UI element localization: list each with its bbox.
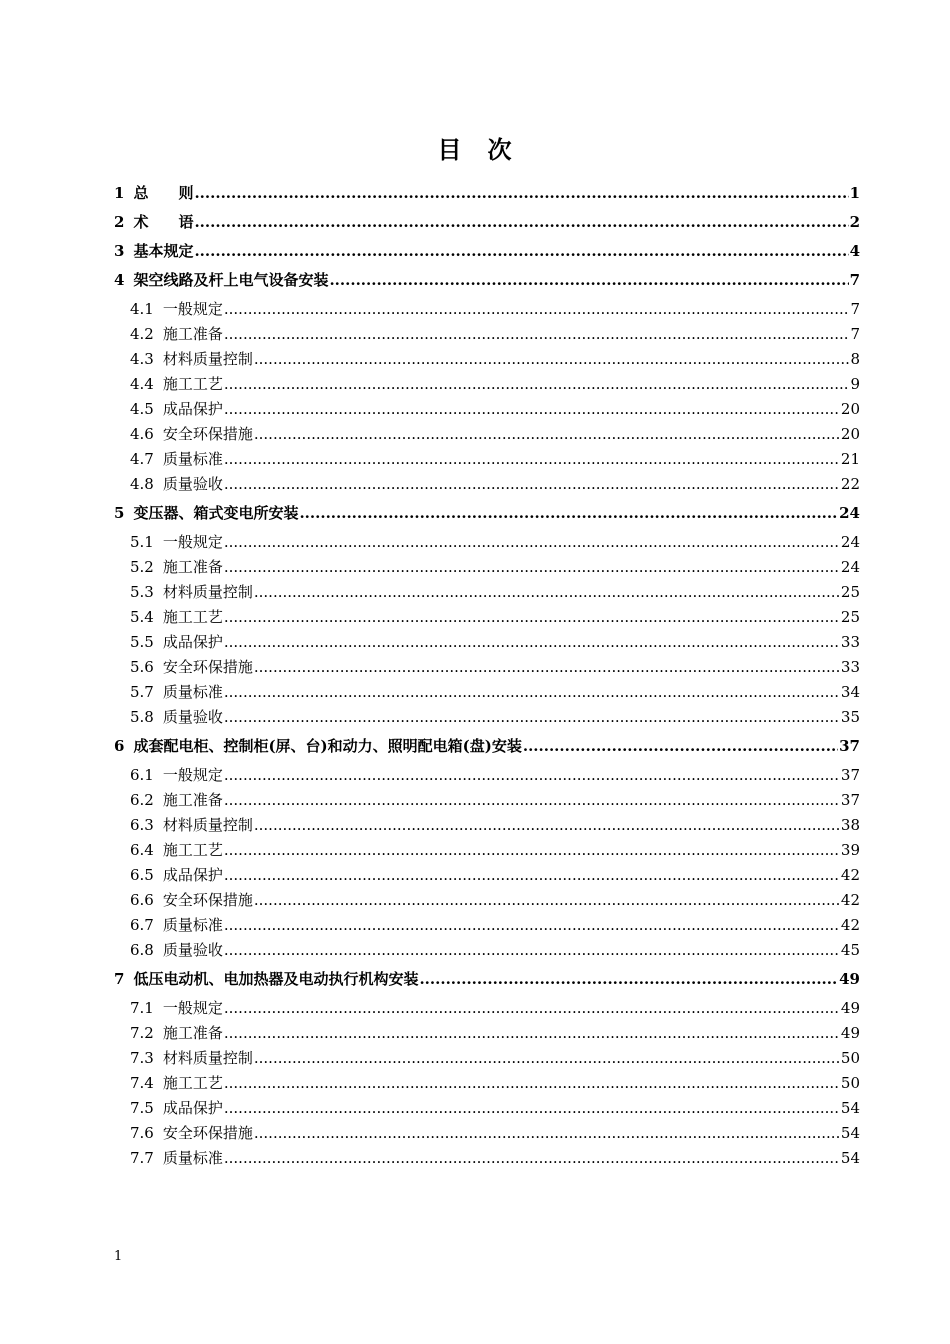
toc-entry-label: 质量验收 (162, 708, 223, 726)
toc-entry-page: 50 (840, 1074, 860, 1092)
toc-entry-page: 7 (850, 300, 860, 318)
toc-entry-label: 施工工艺 (162, 375, 223, 393)
toc-leader-dots (224, 372, 850, 397)
toc-entry-page: 54 (840, 1099, 860, 1117)
toc-entry-page: 25 (840, 608, 860, 626)
toc-section-entry[interactable] (114, 322, 860, 347)
toc-entry-label: 成品保护 (162, 866, 223, 884)
toc-section-entry[interactable] (114, 838, 860, 863)
toc-leader-dots (224, 472, 840, 497)
toc-section-entry[interactable] (114, 938, 860, 963)
toc-entry-number: 3 (114, 242, 125, 260)
toc-entry-label: 安全环保措施 (162, 425, 253, 443)
toc-leader-dots (254, 1121, 840, 1146)
toc-entry-label: 材料质量控制 (162, 816, 253, 834)
toc-entry-page: 50 (840, 1049, 860, 1067)
toc-leader-dots (224, 555, 840, 580)
toc-leader-dots (254, 422, 840, 447)
toc-entry-page: 7 (850, 325, 860, 343)
toc-entry-label: 质量标准 (162, 916, 223, 934)
toc-section-entry[interactable] (114, 1071, 860, 1096)
toc-entry-number: 4.1 (130, 300, 154, 318)
toc-entry-page: 42 (840, 866, 860, 884)
toc-entry-label: 一般规定 (162, 999, 223, 1017)
toc-entry-page: 49 (840, 999, 860, 1017)
toc-entry-page: 9 (850, 375, 860, 393)
toc-entry-label: 施工工艺 (162, 1074, 223, 1092)
page-title: 目 次 (437, 135, 513, 164)
toc-entry-label: 施工工艺 (162, 608, 223, 626)
toc-leader-dots (254, 813, 840, 838)
toc-entry-label: 施工工艺 (162, 841, 223, 859)
toc-entry-label: 变压器、箱式变电所安装 (133, 504, 299, 522)
toc-entry-page: 38 (840, 816, 860, 834)
toc-entry-page: 21 (840, 450, 860, 468)
toc-entry-number: 4.2 (130, 325, 154, 343)
toc-entry-number: 5.6 (130, 658, 154, 676)
toc-entry-number: 6.7 (130, 916, 154, 934)
toc-entry-number: 4.4 (130, 375, 154, 393)
toc-leader-dots (224, 630, 840, 655)
toc-leader-dots (224, 838, 840, 863)
toc-section-entry[interactable] (114, 347, 860, 372)
toc-chapter-entry[interactable] (114, 210, 860, 235)
toc-entry-number: 4.6 (130, 425, 154, 443)
toc-entry-label: 安全环保措施 (162, 658, 253, 676)
toc-leader-dots (224, 605, 840, 630)
toc-chapter-entry[interactable] (114, 501, 860, 526)
toc-entry-number: 7 (114, 970, 125, 988)
toc-leader-dots (224, 938, 840, 963)
toc-section-entry[interactable] (114, 913, 860, 938)
toc-section-entry[interactable] (114, 530, 860, 555)
toc-entry-number: 5.8 (130, 708, 154, 726)
toc-leader-dots (254, 1046, 840, 1071)
toc-leader-dots (224, 530, 840, 555)
toc-entry-page: 37 (840, 766, 860, 784)
toc-entry-label: 一般规定 (162, 300, 223, 318)
toc-section-entry[interactable] (114, 422, 860, 447)
toc-entry-number: 7.4 (130, 1074, 154, 1092)
toc-leader-dots (299, 501, 838, 526)
toc-entry-page: 7 (849, 271, 860, 289)
toc-leader-dots (224, 705, 840, 730)
toc-entry-label: 材料质量控制 (162, 350, 253, 368)
toc-section-entry[interactable] (114, 705, 860, 730)
toc-entry-label: 架空线路及杆上电气设备安装 (133, 271, 329, 289)
toc-section-entry[interactable] (114, 447, 860, 472)
toc-entry-page: 37 (839, 737, 860, 755)
toc-entry-number: 5.1 (130, 533, 154, 551)
toc-entry-label: 质量标准 (162, 450, 223, 468)
toc-entry-page: 35 (840, 708, 860, 726)
toc-leader-dots (329, 268, 848, 293)
toc-entry-label: 质量标准 (162, 683, 223, 701)
toc-entry-label: 材料质量控制 (162, 583, 253, 601)
toc-entry-page: 24 (839, 504, 860, 522)
toc-entry-number: 4 (114, 271, 125, 289)
toc-entry-page: 2 (849, 213, 860, 231)
toc-entry-label: 一般规定 (162, 766, 223, 784)
toc-section-entry[interactable] (114, 580, 860, 605)
toc-section-entry[interactable] (114, 397, 860, 422)
toc-section-entry[interactable] (114, 655, 860, 680)
toc-entry-page: 33 (840, 633, 860, 651)
toc-entry-number: 6.2 (130, 791, 154, 809)
toc-section-entry[interactable] (114, 1096, 860, 1121)
toc-entry-number: 5.3 (130, 583, 154, 601)
toc-entry-label: 施工准备 (162, 1024, 223, 1042)
toc-leader-dots (224, 996, 840, 1021)
toc-entry-page: 20 (840, 400, 860, 418)
toc-leader-dots (254, 888, 840, 913)
toc-entry-number: 6.6 (130, 891, 154, 909)
toc-entry-number: 6.3 (130, 816, 154, 834)
toc-entry-label: 总 则 (133, 184, 194, 202)
toc-entry-page: 20 (840, 425, 860, 443)
toc-leader-dots (224, 1096, 840, 1121)
toc-entry-label: 施工准备 (162, 558, 223, 576)
toc-section-entry[interactable] (114, 813, 860, 838)
toc-entry-page: 24 (840, 533, 860, 551)
toc-leader-dots (194, 181, 848, 206)
toc-entry-page: 54 (840, 1149, 860, 1167)
toc-entry-label: 施工准备 (162, 325, 223, 343)
toc-chapter-entry[interactable] (114, 181, 860, 206)
toc-entry-page: 39 (840, 841, 860, 859)
toc-entry-label: 施工准备 (162, 791, 223, 809)
toc-leader-dots (224, 397, 840, 422)
toc-entry-number: 5.2 (130, 558, 154, 576)
toc-chapter-entry[interactable] (114, 268, 860, 293)
toc-section-entry[interactable] (114, 1021, 860, 1046)
toc-entry-number: 5.7 (130, 683, 154, 701)
toc-entry-number: 4.3 (130, 350, 154, 368)
toc-entry-label: 术 语 (133, 213, 194, 231)
toc-section-entry[interactable] (114, 888, 860, 913)
toc-leader-dots (194, 239, 848, 264)
toc-entry-page: 22 (840, 475, 860, 493)
toc-entry-page: 45 (840, 941, 860, 959)
toc-entry-number: 6.8 (130, 941, 154, 959)
toc-entry-label: 低压电动机、电加热器及电动执行机构安装 (133, 970, 419, 988)
toc-entry-page: 49 (839, 970, 860, 988)
toc-entry-page: 49 (840, 1024, 860, 1042)
toc-entry-number: 4.7 (130, 450, 154, 468)
toc-entry-page: 25 (840, 583, 860, 601)
toc-section-entry[interactable] (114, 1146, 860, 1171)
toc-leader-dots (254, 347, 850, 372)
toc-entry-label: 安全环保措施 (162, 891, 253, 909)
toc-section-entry[interactable] (114, 1046, 860, 1071)
toc-entry-label: 基本规定 (133, 242, 194, 260)
toc-entry-number: 7.3 (130, 1049, 154, 1067)
toc-section-entry[interactable] (114, 555, 860, 580)
toc-leader-dots (224, 322, 850, 347)
toc-entry-page: 33 (840, 658, 860, 676)
toc-leader-dots (523, 734, 838, 759)
toc-section-entry[interactable] (114, 680, 860, 705)
toc-leader-dots (194, 210, 848, 235)
toc-leader-dots (224, 788, 840, 813)
toc-leader-dots (224, 680, 840, 705)
toc-section-entry[interactable] (114, 372, 860, 397)
toc-entry-number: 7.6 (130, 1124, 154, 1142)
toc-entry-number: 6.4 (130, 841, 154, 859)
toc-entry-number: 1 (114, 184, 125, 202)
toc-entry-page: 42 (840, 891, 860, 909)
toc-entry-label: 材料质量控制 (162, 1049, 253, 1067)
toc-entry-label: 一般规定 (162, 533, 223, 551)
toc-section-entry[interactable] (114, 630, 860, 655)
toc-entry-label: 成套配电柜、控制柜(屏、台)和动力、照明配电箱(盘)安装 (133, 737, 522, 755)
toc-entry-page: 34 (840, 683, 860, 701)
toc-entry-page: 37 (840, 791, 860, 809)
toc-section-entry[interactable] (114, 996, 860, 1021)
toc-entry-label: 质量验收 (162, 475, 223, 493)
toc-leader-dots (224, 763, 840, 788)
toc-entry-number: 7.7 (130, 1149, 154, 1167)
toc-entry-number: 6.1 (130, 766, 154, 784)
toc-chapter-entry[interactable] (114, 734, 860, 759)
toc-entry-label: 质量验收 (162, 941, 223, 959)
toc-entry-number: 5.4 (130, 608, 154, 626)
toc-section-entry[interactable] (114, 605, 860, 630)
toc-entry-number: 5 (114, 504, 125, 522)
toc-entry-page: 42 (840, 916, 860, 934)
toc-entry-number: 5.5 (130, 633, 154, 651)
toc-entry-number: 6.5 (130, 866, 154, 884)
table-of-contents (114, 181, 860, 1171)
toc-leader-dots (224, 1021, 840, 1046)
toc-entry-label: 成品保护 (162, 1099, 223, 1117)
toc-section-entry[interactable] (114, 472, 860, 497)
toc-entry-number: 4.8 (130, 475, 154, 493)
toc-leader-dots (224, 1146, 840, 1171)
toc-chapter-entry[interactable] (114, 967, 860, 992)
toc-entry-page: 24 (840, 558, 860, 576)
toc-entry-number: 4.5 (130, 400, 154, 418)
toc-entry-page: 8 (850, 350, 860, 368)
toc-section-entry[interactable] (114, 1121, 860, 1146)
toc-leader-dots (224, 913, 840, 938)
toc-section-entry[interactable] (114, 863, 860, 888)
toc-entry-number: 7.5 (130, 1099, 154, 1117)
toc-leader-dots (254, 580, 840, 605)
toc-leader-dots (224, 447, 840, 472)
toc-section-entry[interactable] (114, 788, 860, 813)
toc-entry-number: 2 (114, 213, 125, 231)
toc-entry-number: 7.1 (130, 999, 154, 1017)
toc-entry-label: 成品保护 (162, 633, 223, 651)
toc-entry-label: 安全环保措施 (162, 1124, 253, 1142)
footer-page-number: 1 (114, 1249, 123, 1264)
toc-section-entry[interactable] (114, 763, 860, 788)
toc-leader-dots (224, 863, 840, 888)
toc-leader-dots (254, 655, 840, 680)
toc-entry-page: 54 (840, 1124, 860, 1142)
toc-leader-dots (224, 1071, 840, 1096)
toc-entry-number: 6 (114, 737, 125, 755)
toc-entry-page: 1 (849, 184, 860, 202)
toc-section-entry[interactable] (114, 297, 860, 322)
toc-chapter-entry[interactable] (114, 239, 860, 264)
toc-leader-dots (419, 967, 838, 992)
toc-entry-label: 成品保护 (162, 400, 223, 418)
toc-entry-page: 4 (849, 242, 860, 260)
toc-leader-dots (224, 297, 850, 322)
toc-entry-number: 7.2 (130, 1024, 154, 1042)
toc-entry-label: 质量标准 (162, 1149, 223, 1167)
